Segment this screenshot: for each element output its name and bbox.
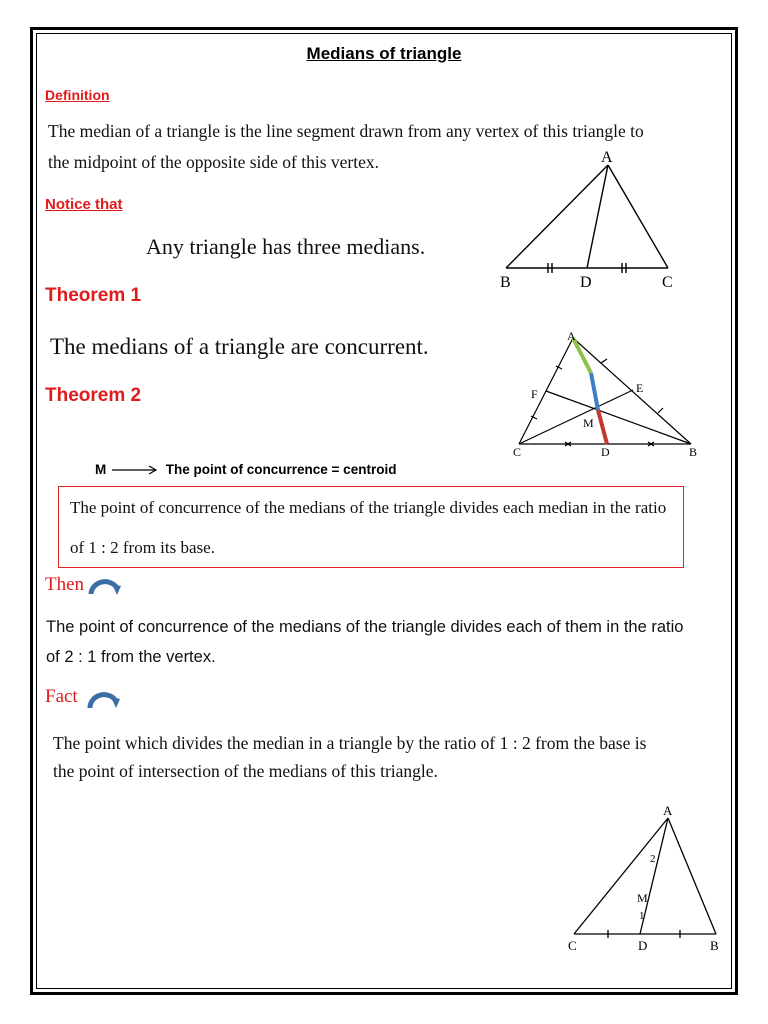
arrow-right-icon: [110, 464, 162, 476]
fact-label-row: [45, 686, 122, 710]
vertex-b-label: B: [689, 445, 698, 459]
notice-text: Any triangle has three medians.: [146, 234, 426, 259]
theorem-2-label: Theorem 2: [45, 385, 142, 406]
midpoint-d-label: D: [580, 274, 592, 291]
theorem-2-box-line-1: The point of concurrence of the medians of the triangle divides each median in the ratio: [70, 498, 667, 517]
midpoint-e-label: E: [636, 381, 644, 395]
figure-three-medians: [505, 328, 710, 463]
centroid-symbol: M: [95, 462, 107, 477]
ratio-one-label: 1: [639, 910, 645, 922]
theorem-1-label: Theorem 1: [45, 285, 142, 306]
centroid-m-label: M: [637, 891, 648, 905]
theorem-1-text: The medians of a triangle are concurrent.: [50, 334, 429, 359]
vertex-b-label: B: [500, 274, 511, 291]
curved-arrow-icon: [86, 686, 122, 710]
fact-line-2: the point of intersection of the medians of this triangle.: [53, 761, 438, 781]
fact-line-1: The point which divides the median in a triangle by the ratio of 1 : 2 from the base is: [53, 733, 647, 753]
centroid-note-text: The point of concurrence = centroid: [165, 462, 397, 477]
centroid-note: [95, 462, 396, 477]
definition-label: Definition: [45, 87, 110, 103]
then-label-row: [45, 574, 123, 596]
page-title: Medians of triangle: [306, 44, 462, 63]
curved-arrow-icon: [87, 574, 123, 596]
midpoint-f-label: F: [531, 387, 538, 401]
definition-line-1: The median of a triangle is the line segment drawn from any vertex of this triangle to: [48, 121, 644, 141]
midpoint-d-label: D: [638, 938, 648, 953]
vertex-a-label: A: [601, 149, 613, 166]
vertex-c-label: C: [662, 274, 673, 291]
vertex-c-label: C: [568, 938, 577, 953]
vertex-a-label: A: [663, 803, 673, 818]
vertex-c-label: C: [513, 445, 522, 459]
definition-line-2: the midpoint of the opposite side of this vertex.: [48, 152, 379, 172]
notice-label: Notice that: [45, 196, 123, 213]
centroid-m-label: M: [583, 416, 594, 430]
theorem-2-box-line-2: of 1 : 2 from its base.: [70, 538, 215, 557]
ratio-two-label: 2: [650, 853, 656, 865]
figure-triangle-median: [490, 145, 690, 295]
vertex-b-label: B: [710, 938, 719, 953]
then-line-1: The point of concurrence of the medians of the triangle divides each of them in the ratio: [46, 618, 684, 636]
then-line-2: of 2 : 1 from the vertex.: [46, 648, 216, 666]
fact-label: Fact: [45, 686, 78, 707]
then-label: Then: [45, 574, 85, 595]
vertex-a-label: A: [567, 329, 576, 343]
figure-median-ratio: [560, 800, 730, 960]
midpoint-d-label: D: [601, 445, 610, 459]
